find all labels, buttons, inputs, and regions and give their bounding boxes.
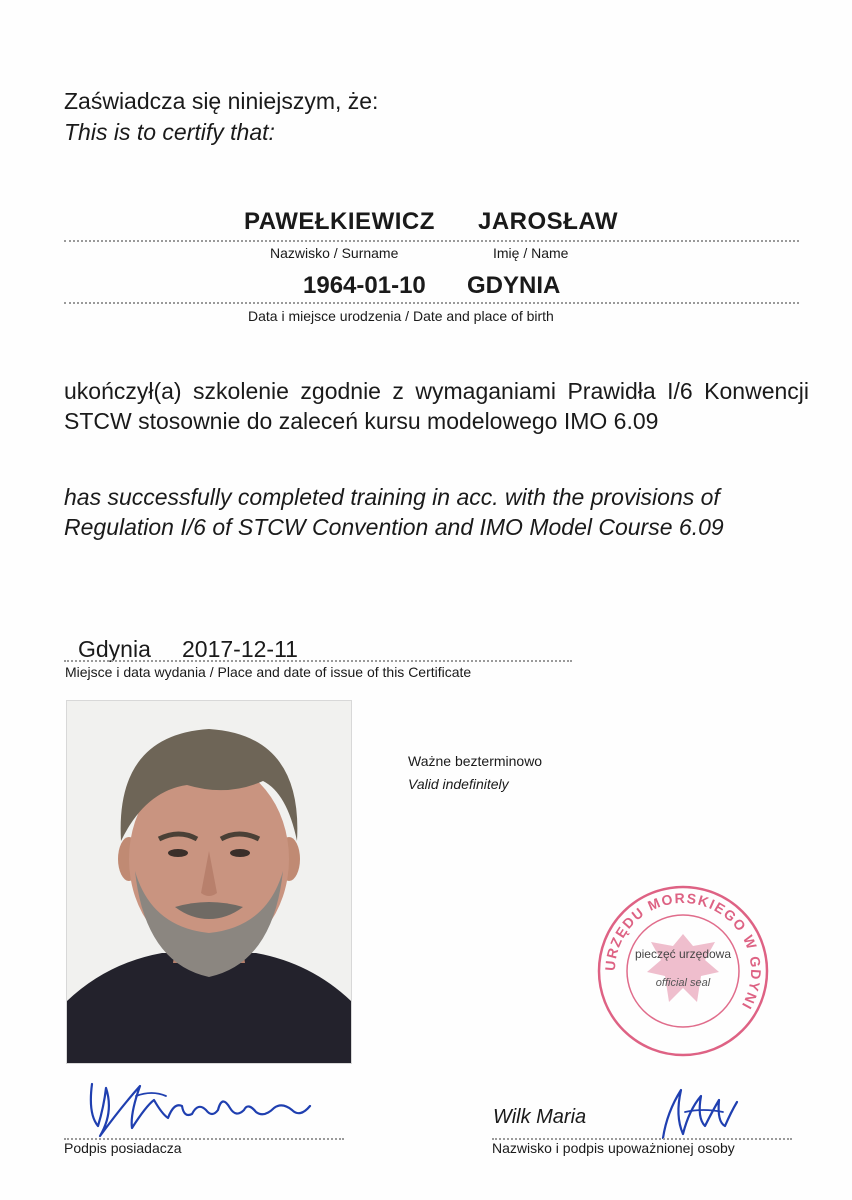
holder-photo: [66, 700, 352, 1064]
holder-surname: PAWEŁKIEWICZ: [244, 208, 435, 235]
birth-date: 1964-01-10: [303, 272, 426, 299]
official-signature-label: Nazwisko i podpis upoważnionej osoby: [492, 1140, 735, 1156]
issue-dotted-line: [64, 660, 572, 662]
seal-inner-english: official seal: [655, 977, 711, 989]
name-label: Imię / Name: [493, 245, 569, 261]
holder-first-name: JAROSŁAW: [478, 208, 619, 235]
birth-label: Data i miejsce urodzenia / Date and place of birth: [248, 308, 554, 324]
seal-inner-polish: pieczęć urzędowa: [634, 947, 732, 961]
official-name: Wilk Maria: [493, 1106, 587, 1128]
validity-english: Valid indefinitely: [408, 776, 509, 792]
portrait-illustration: [67, 701, 351, 1063]
official-seal: [593, 884, 773, 1058]
seal-ring-text: URZĘDU MORSKIEGO W GDYNI: [601, 889, 765, 1014]
surname-label: Nazwisko / Surname: [270, 245, 399, 261]
birth-dotted-line: [64, 302, 799, 304]
issue-place: Gdynia: [78, 636, 151, 662]
name-dotted-line: [64, 240, 799, 242]
completion-polish: ukończył(a) szkolenie zgodnie z wymaganiami Prawidła I/6 Konwencji STCW stosownie do zaleceń kursu modelowego IMO 6.09: [64, 378, 809, 434]
holder-signature: [70, 1066, 330, 1146]
birth-place: GDYNIA: [467, 272, 561, 299]
issue-label: Miejsce i data wydania / Place and date of issue of this Certificate: [65, 664, 472, 680]
validity-polish: Ważne bezterminowo: [408, 753, 543, 769]
holder-signature-label: Podpis posiadacza: [64, 1140, 182, 1156]
official-signature: [645, 1082, 745, 1144]
intro-polish: Zaświadcza się niniejszym, że:: [64, 88, 379, 114]
completion-english: has successfully completed training in acc. with the provisions of Regulation I/6 of STCW Convention and IMO Model Course 6.09: [64, 484, 724, 540]
intro-english: This is to certify that:: [64, 119, 275, 145]
issue-date: 2017-12-11: [182, 636, 298, 662]
